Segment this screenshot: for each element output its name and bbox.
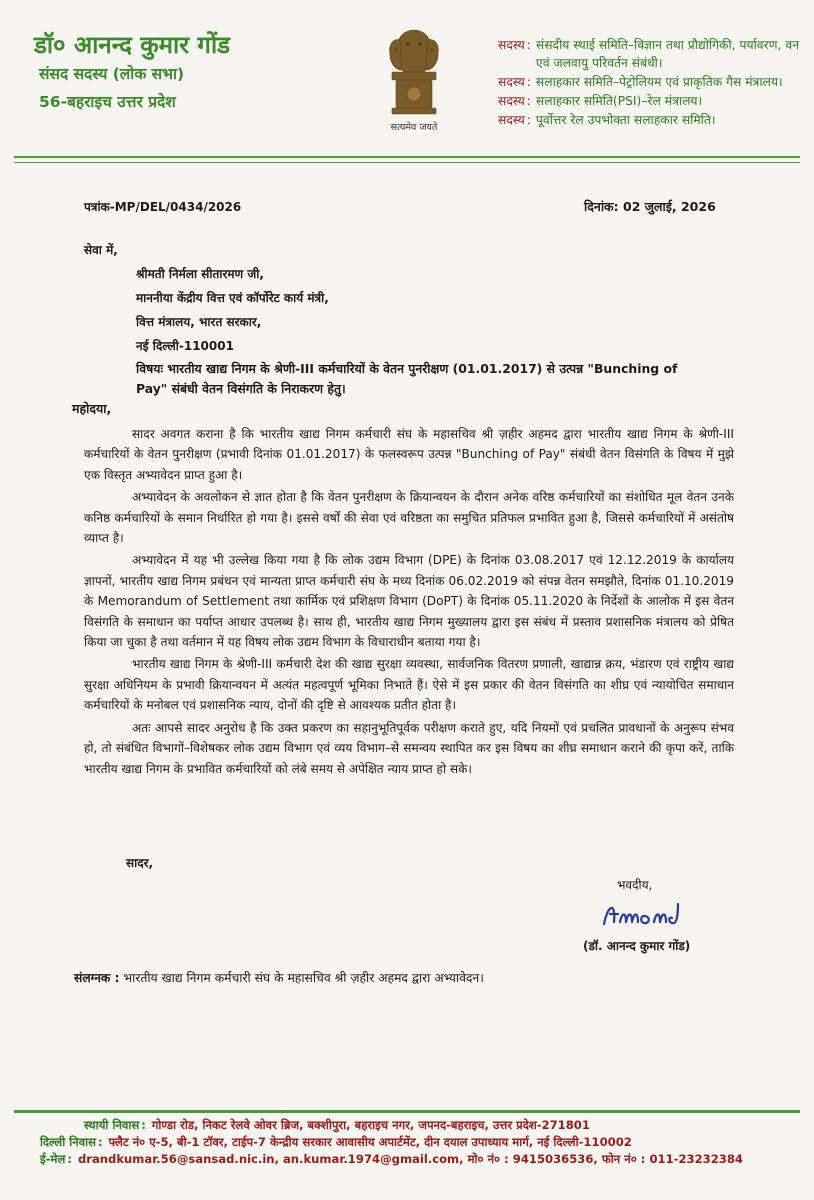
permanent-address-text: गोण्डा रोड, निकट रेलवे ओवर ब्रिज, बक्शीपुरा, बहराइच नगर, जपनद-बहराइच, उत्तर प्रदेश-271801 bbox=[151, 1118, 590, 1132]
header-divider-thin bbox=[14, 162, 800, 163]
signer-name: (डॉ. आनन्द कुमार गोंड) bbox=[583, 939, 691, 953]
membership-text: पूर्वोत्तर रेल उपभोक्ता सलाहकार समिति। bbox=[535, 113, 716, 127]
membership-role: सदस्य bbox=[498, 38, 525, 52]
yours-faithfully: भवदीय, bbox=[617, 878, 653, 892]
reference-number: पत्रांक-MP/DEL/0434/2026 bbox=[84, 200, 242, 214]
body-paragraph: अतः आपसे सादर अनुरोध है कि उक्त प्रकरण का सहानुभूतिपूर्वक परीक्षण कराते हुए, यदि नियमों एवं प्रचलित प्रावधानों के अनुरूप संभव हो, तो संबंधित विभागों–विशेषकर लोक उद्यम विभाग एवं व्यय विभाग–से समन्वय स्थापित कर इस विषय का शीघ्र समाधान कराने की कृपा करें, ताकि भारतीय खाद्य निगम के प्रभावित कर्मचारियों को लंबे समय से अपेक्षित न्याय प्राप्त हो सके। bbox=[84, 720, 734, 776]
membership-text: सलाहकार समिति–पेट्रोलियम एवं प्राकृतिक गैस मंत्रालय। bbox=[535, 75, 783, 89]
letter-date: दिनांक: 02 जुलाई, 2026 bbox=[584, 199, 716, 214]
footer-addresses bbox=[40, 1117, 800, 1168]
mp-name: डॉ० आनन्द कुमार गोंड bbox=[34, 31, 230, 59]
contact-row: ई-मेल : drandkumar.56@sansad.nic.in, an.kumar.1974@gmail.com, मो० नं० : 9415036536, फोन नं० : 011-23232384 bbox=[40, 1152, 743, 1166]
body-paragraph: अभ्यावेदन में यह भी उल्लेख किया गया है कि लोक उद्यम विभाग (DPE) के दिनांक 03.08.2017 एवं 12.12.2019 के कार्यालय ज्ञापनों, भारतीय खाद्य निगम प्रबंधन एवं मान्यता प्राप्त कर्मचारी संघ के मध्य दिनांक 06.02.2019 को संपन्न वेतन समझौते, दिनांक 01.10.2019 के Memorandum of Settlement तथा कार्मिक एवं प्रशिक्षण विभाग (DoPT) के दिनांक 05.11.2020 के निर्देशों के आलोक में इस वेतन विसंगति के समाधान का पर्याप्त आधार उपलब्ध है। साथ ही, भारतीय खाद्य निगम मुख्यालय द्वारा इस संबंध में प्रस्ताव प्रशासनिक मंत्रालय को प्रेषित किया जा चुका है तथा वर्तमान में यह विषय लोक उद्यम विभाग के विचाराधीन बताया गया है। bbox=[84, 553, 734, 650]
delhi-address-label: दिल्ली निवास bbox=[40, 1135, 97, 1149]
body-paragraph: अभ्यावेदन के अवलोकन से ज्ञात होता है कि वेतन पुनरीक्षण के क्रियान्वयन के दौरान अनेक वरिष्ठ कर्मचारियों का संशोधित मूल वेतन उनके कनिष्ठ कर्मचारियों के समान निर्धारित हो गया है। इससे वर्षों की सेवा एवं वरिष्ठता का समुचित प्रतिफल प्रभावित हुआ है, जिससे कर्मचारियों में असंतोष व्याप्त है। bbox=[84, 490, 734, 546]
mp-constituency: 56-बहराइच उत्तर प्रदेश bbox=[39, 93, 176, 111]
permanent-address-row: स्थायी निवास : गोण्डा रोड, निकट रेलवे ओवर ब्रिज, बक्शीपुरा, बहराइच नगर, जपनद-बहराइच, उत्तर प्रदेश-271801 bbox=[84, 1118, 590, 1132]
membership-role: सदस्य bbox=[498, 94, 525, 108]
body-paragraph: सादर अवगत कराना है कि भारतीय खाद्य निगम कर्मचारी संघ के महासचिव श्री ज़हीर अहमद द्वारा भारतीय खाद्य निगम के श्रेणी-III कर्मचारियों के वेतन पुनरीक्षण (प्रभावी दिनांक 01.01.2017) के फलस्वरूप उत्पन्न "Bunching of Pay" संबंधी वेतन विसंगति के विषय में मुझे एक विस्तृत अभ्यावेदन प्राप्त हुआ है। bbox=[84, 427, 734, 482]
letter-body bbox=[84, 424, 734, 781]
subject-line: Pay" संबंधी वेतन विसंगति के निराकरण हेतु। bbox=[136, 381, 346, 396]
subject-line: विषयः भारतीय खाद्य निगम के श्रेणी-III कर्मचारियों के वेतन पुनरीक्षण (01.01.2017) से उत्पन्न "Bunching of bbox=[136, 361, 678, 376]
delhi-address-text: फ्लैट नं० ए-5, बी-1 टॉवर, टाईप-7 केन्द्रीय सरकार आवासीय अपार्टमेंट, दीन दयाल उपाध्याय मार्ग, नई दिल्ली-110002 bbox=[108, 1135, 632, 1149]
enclosure-text: भारतीय खाद्य निगम कर्मचारी संघ के महासचिव श्री ज़हीर अहमद द्वारा अभ्यावेदन। bbox=[123, 971, 484, 985]
membership-role: सदस्य bbox=[498, 113, 525, 127]
delhi-address-row: दिल्ली निवास : फ्लैट नं० ए-5, बी-1 टॉवर, टाईप-7 केन्द्रीय सरकार आवासीय अपार्टमेंट, दीन दयाल उपाध्याय मार्ग, नई दिल्ली-110002 bbox=[40, 1135, 632, 1149]
contact-text: drandkumar.56@sansad.nic.in, an.kumar.1974@gmail.com, मो० नं० : 9415036536, फोन नं० : 011-23232384 bbox=[77, 1152, 743, 1166]
addressee-line: नई दिल्ली-110001 bbox=[136, 339, 234, 353]
letterhead-left bbox=[34, 30, 334, 116]
addressee-line: माननीया केंद्रीय वित्त एवं कॉर्पोरेट कार्य मंत्री, bbox=[136, 291, 329, 305]
subject bbox=[136, 359, 746, 399]
closing: सादर, bbox=[126, 856, 154, 870]
addressee-line: श्रीमती निर्मला सीतारमण जी, bbox=[136, 267, 264, 281]
addressee-line: वित्त मंत्रालय, भारत सरकार, bbox=[136, 315, 262, 329]
footer-divider bbox=[14, 1110, 800, 1113]
header-divider bbox=[14, 156, 800, 158]
body-paragraph: भारतीय खाद्य निगम के श्रेणी-III कर्मचारी देश की खाद्य सुरक्षा व्यवस्था, सार्वजनिक वितरण प्रणाली, खाद्यान्न क्रय, भंडारण एवं राष्ट्रीय खाद्य सुरक्षा अधिनियम के प्रभावी क्रियान्वयन में अत्यंत महत्वपूर्ण भूमिका निभाते हैं। ऐसे में इस प्रकार की वेतन विसंगति का शीघ्र एवं न्यायोचित समाधान कर्मचारियों के मनोबल एवं प्रशासनिक न्याय, दोनों की दृष्टि से आवश्यक प्रतीत होता है। bbox=[84, 657, 734, 713]
email-label: ई-मेल bbox=[40, 1152, 66, 1166]
membership-text: सलाहकार समिति(PSI)–रेल मंत्रालय। bbox=[535, 94, 703, 108]
membership-item: सदस्य : सलाहकार समिति(PSI)–रेल मंत्रालय। bbox=[498, 94, 703, 108]
membership-item: सदस्य : सलाहकार समिति–पेट्रोलियम एवं प्राकृतिक गैस मंत्रालय। bbox=[498, 75, 783, 89]
membership-text: संसदीय स्थाई समिति–विज्ञान तथा प्रौद्योगिकी, पर्यावरण, वन एवं जलवायु परिवर्तन संबंधी। bbox=[535, 38, 800, 70]
mp-designation: संसद सदस्य (लोक सभा) bbox=[39, 65, 185, 83]
membership-role: सदस्य bbox=[498, 75, 525, 89]
membership-item: सदस्य : पूर्वोत्तर रेल उपभोक्ता सलाहकार समिति। bbox=[498, 113, 716, 127]
enclosure bbox=[74, 969, 484, 986]
addressee-block bbox=[84, 238, 329, 358]
emblem-motto: सत्यमेव जयते bbox=[390, 122, 438, 133]
permanent-address-label: स्थायी निवास bbox=[84, 1118, 140, 1132]
memberships-list bbox=[498, 36, 800, 130]
membership-item: सदस्य : संसदीय स्थाई समिति–विज्ञान तथा प्रौद्योगिकी, पर्यावरण, वन एवं जलवायु परिवर्तन संबंधी। bbox=[498, 38, 800, 70]
salutation: महोदया, bbox=[72, 401, 112, 416]
enclosure-label: संलग्नक : bbox=[74, 971, 120, 985]
to-label: सेवा में, bbox=[84, 243, 118, 257]
signature-icon bbox=[598, 896, 698, 932]
